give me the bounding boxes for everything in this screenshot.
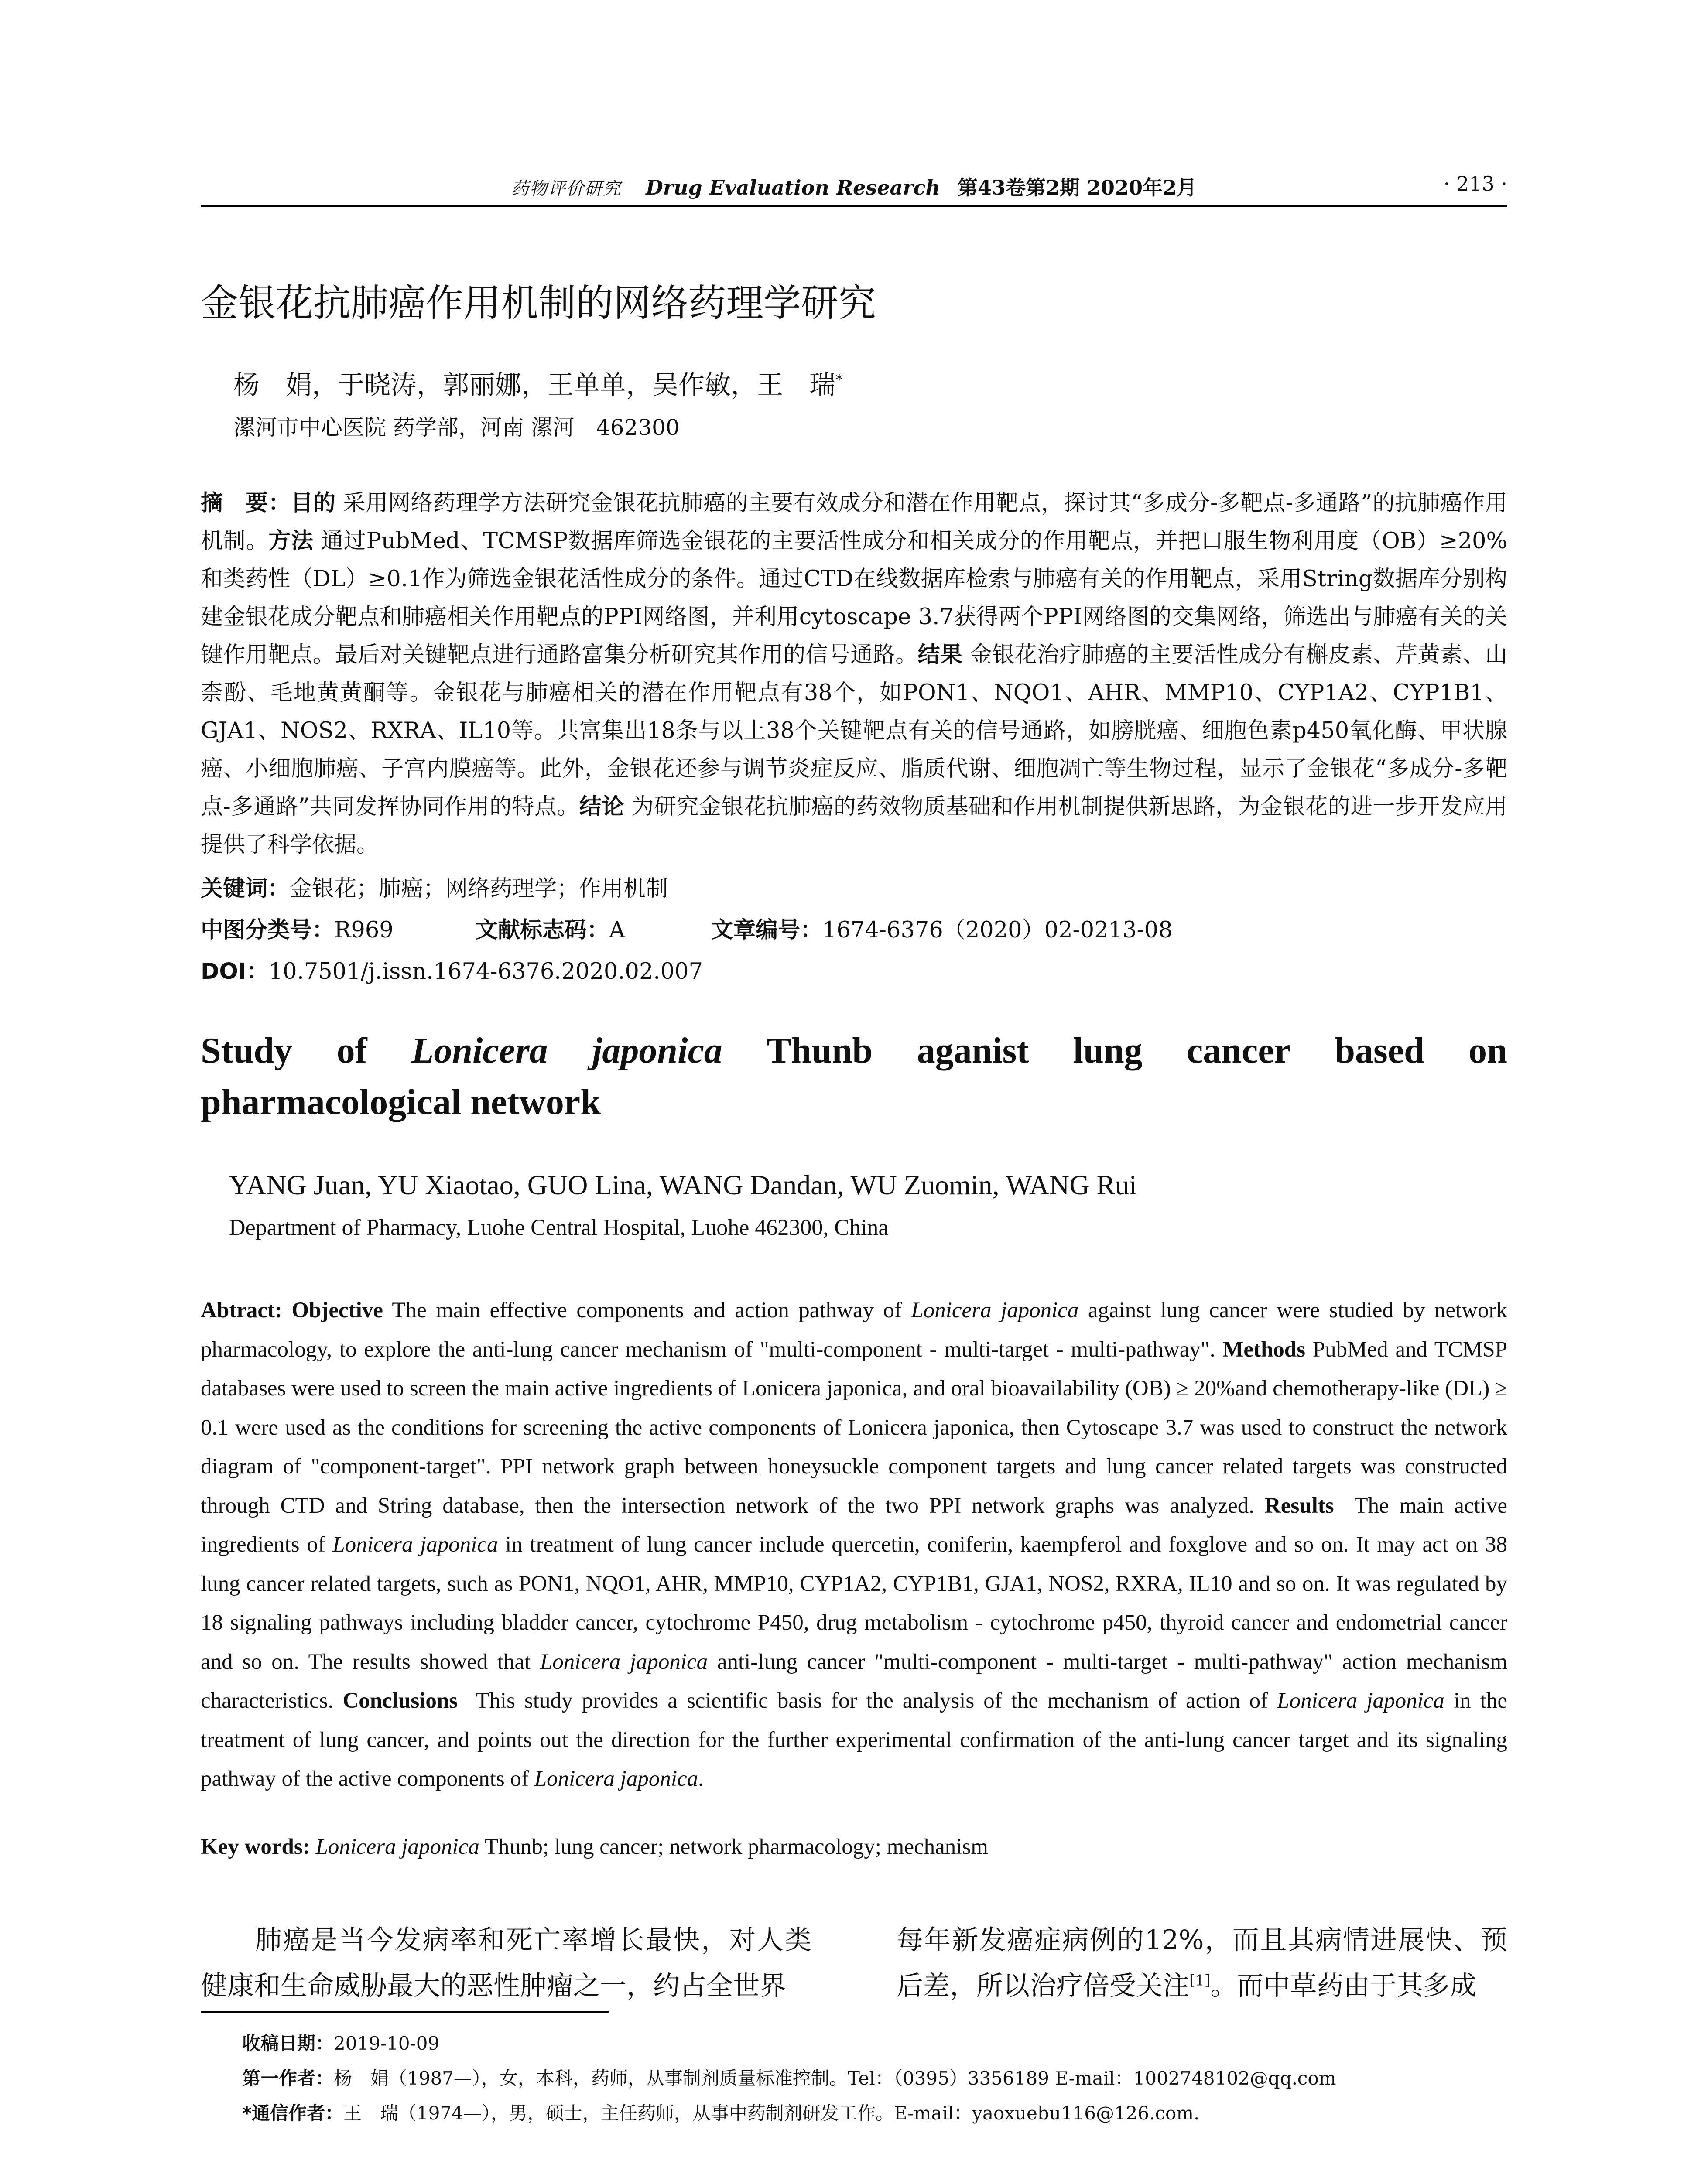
conclusions-label-en: Conclusions (342, 1689, 458, 1713)
body-text-right-a: 每年新发癌症病例的12%，而且其病情进展快、预后差，所以治疗倍受关注 (897, 1925, 1507, 2001)
species-name: Lonicera japonica (534, 1767, 698, 1791)
conclusion-text-cn: 为研究金银花抗肺癌的药效物质基础和作用机制提供新思路，为金银花的进一步开发应用提供了科学依据。 (201, 794, 1507, 858)
article-no-value: 1674-6376（2020）02-0213-08 (822, 917, 1173, 943)
keywords-rest: Thunb; lung cancer; network pharmacology; mechanism (484, 1835, 988, 1859)
keywords-en (201, 1834, 1507, 1860)
keywords-cn (201, 870, 668, 902)
clc-item (201, 912, 476, 944)
page-number: · 213 · (1443, 172, 1507, 195)
journal-logo: 药物评价研究 (511, 179, 621, 199)
species-name: Lonicera japonica (911, 1298, 1079, 1323)
title-en-line1 (201, 1025, 1507, 1077)
body-column-right (897, 1917, 1507, 2009)
classification-line (201, 912, 1507, 944)
conclusions-end: . (698, 1767, 704, 1791)
footnotes (242, 2026, 1507, 2131)
objective-text-cn: 采用网络药理学方法研究金银花抗肺癌的主要有效成分和潜在作用靶点，探讨其“多成分-多靶点-多通路”的抗肺癌作用机制。 (201, 490, 1507, 554)
title-word: cancer (1187, 1030, 1290, 1071)
keywords-species: Lonicera japonica (315, 1835, 479, 1859)
title-word: of (336, 1030, 367, 1071)
keywords-value-cn: 金银花；肺癌；网络药理学；作用机制 (290, 876, 668, 902)
first-author-label: 第一作者： (242, 2068, 334, 2089)
article-title-en (201, 1025, 1507, 1128)
conclusions-text-b: in the treatment of lung cancer, and points out the direction for the further experimental confirmation of the anti-lung cancer target and its signaling pathway of the active components of (201, 1689, 1508, 1791)
methods-text-en: PubMed and TCMSP databases were used to screen the main active ingredients of Lonicera japonica, and oral bioavailability (OB) ≥ 20%and chemotherapy-like (DL) ≥ 0.1 were used as the conditions for screening the active components of Lonicera japonica, then Cytoscape 3.7 was used to construct the network diagram of "component-target". PPI network graph between honeysuckle component targets and lung cancer related targets was constructed through CTD and String database, then the intersection network of the two PPI network graphs was analyzed. (201, 1337, 1507, 1518)
article-title-cn: 金银花抗肺癌作用机制的网络药理学研究 (201, 281, 876, 325)
conclusions-text-a: This study provides a scientific basis for the analysis of the mechanism of action of (476, 1689, 1268, 1713)
abstract-en (201, 1291, 1507, 1799)
results-text-a: The main active ingredients of (201, 1493, 1507, 1557)
footnote-first-author (242, 2061, 1507, 2096)
body-text-left: 肺癌是当今发病率和死亡率增长最快，对人类健康和生命威胁最大的恶性肿瘤之一，约占全世界 (201, 1925, 811, 2001)
article-no-label: 文章编号： (711, 917, 823, 943)
header-journal-info (201, 172, 1507, 201)
results-text-b: in treatment of lung cancer include quercetin, coniferin, kaempferol and foxglove and so on. It may act on 38 lung cancer related targets, such as PON1, NQO1, AHR, MMP10, CYP1A2, CYP1B1, GJA1, NOS2, RXRA, IL10 and so on. It was regulated by 18 signaling pathways including bladder cancer, cytochrome P450, drug metabolism - cytochrome p450, thyroid cancer and endometrial cancer and so on. The results showed that (201, 1532, 1508, 1674)
footnote-divider (201, 2011, 609, 2013)
conclusion-label-cn: 结论 (579, 794, 624, 820)
journal-name-en: Drug Evaluation Research (645, 176, 940, 199)
title-word: on (1468, 1030, 1507, 1071)
results-label-en: Results (1264, 1493, 1334, 1518)
clc-label: 中图分类号： (201, 917, 335, 943)
corresponding-label: *通信作者： (242, 2102, 343, 2124)
title-word: based (1335, 1030, 1424, 1071)
species-name: Lonicera japonica (540, 1649, 708, 1674)
received-date: 2019-10-09 (334, 2033, 440, 2054)
abstract-label-en: Abtract: (201, 1298, 282, 1323)
affiliation-en: Department of Pharmacy, Luohe Central Hospital, Luohe 462300, China (229, 1215, 889, 1240)
doi-value[interactable]: 10.7501/j.issn.1674-6376.2020.02.007 (268, 959, 703, 985)
corresponding-mark: * (835, 371, 843, 389)
body-text-right-b: 。而中草药由于其多成 (1210, 1970, 1477, 2001)
title-word: japonica (592, 1030, 722, 1071)
species-name: Lonicera japonica (1277, 1689, 1444, 1713)
footnote-corresponding (242, 2096, 1507, 2131)
author-list-cn (233, 364, 843, 402)
issue-info: 第43卷第2期 2020年2月 (958, 176, 1197, 199)
results-text-cn: 金银花治疗肺癌的主要活性成分有槲皮素、芹黄素、山柰酚、毛地黄黄酮等。金银花与肺癌相关的潜在作用靶点有38个，如PON1、NQO1、AHR、MMP10、CYP1A2、CYP1B1、GJA1、NOS2、RXRA、IL10等。共富集出18条与以上38个关键靶点有关的信号通路，如膀胱癌、细胞色素p450氧化酶、甲状腺癌、小细胞肺癌、子宫内膜癌等。此外，金银花还参与调节炎症反应、脂质代谢、细胞凋亡等生物过程，显示了金银花“多成分-多靶点-多通路”共同发挥协同作用的特点。 (201, 642, 1507, 820)
title-word: aganist (917, 1030, 1029, 1071)
abstract-cn (201, 484, 1507, 864)
objective-label-cn: 目的 (291, 490, 336, 516)
title-en-line2: pharmacological network (201, 1082, 601, 1122)
objective-text-b: against lung cancer were studied by network pharmacology, to explore the anti-lung cancer mechanism of "multi-component - multi-target - multi-pathway". (201, 1298, 1508, 1362)
methods-text-cn: 通过PubMed、TCMSP数据库筛选金银花的主要活性成分和相关成分的作用靶点，并把口服生物利用度（OB）≥20%和类药性（DL）≥0.1作为筛选金银花活性成分的条件。通过CTD在线数据库检索与肺癌有关的作用靶点，采用String数据库分别构建金银花成分靶点和肺癌相关作用靶点的PPI网络图，并利用cytoscape 3.7获得两个PPI网络图的交集网络，筛选出与肺癌有关的关键作用靶点。最后对关键靶点进行通路富集分析研究其作用的信号通路。 (201, 528, 1507, 668)
footnote-received (242, 2026, 1507, 2061)
doc-code-value: A (609, 917, 625, 943)
doi-label: DOI： (201, 959, 269, 985)
article-no-item (711, 912, 1173, 944)
corresponding-info: 王 瑞（1974—），男，硕士，主任药师，从事中药制剂研发工作。E-mail：yaoxuebu116@126.com. (343, 2102, 1200, 2124)
doc-code-item (476, 912, 711, 944)
body-column-left (201, 1917, 811, 2009)
authors-cn-text: 杨 娟，于晓涛，郭丽娜，王单单，吴作敏，王 瑞 (233, 370, 835, 400)
keywords-label-cn: 关键词： (201, 876, 290, 902)
methods-label-cn: 方法 (268, 528, 314, 554)
reference-mark[interactable]: [1] (1189, 1972, 1211, 1990)
clc-value: R969 (334, 917, 394, 943)
objective-label-en: Objective (291, 1298, 383, 1323)
first-author-info: 杨 娟（1987—），女，本科，药师，从事制剂质量标准控制。Tel：（0395）3356189 E-mail：1002748102@qq.com (334, 2068, 1336, 2089)
title-word: Lonicera (411, 1030, 548, 1071)
title-word: Study (201, 1030, 293, 1071)
results-label-cn: 结果 (917, 642, 963, 668)
doc-code-label: 文献标志码： (476, 917, 609, 943)
running-header (201, 170, 1507, 207)
results-text-c: anti-lung cancer "multi-component - multi-target - multi-pathway" action mechanism characteristics. (201, 1649, 1507, 1713)
objective-text-a: The main effective components and action pathway of (392, 1298, 902, 1323)
title-word: Thunb (767, 1030, 873, 1071)
author-list-en: YANG Juan, YU Xiaotao, GUO Lina, WANG Dandan, WU Zuomin, WANG Rui (229, 1169, 1137, 1200)
received-label: 收稿日期： (242, 2033, 334, 2054)
methods-label-en: Methods (1222, 1337, 1306, 1362)
affiliation-cn: 漯河市中心医院 药学部，河南 漯河 462300 (233, 415, 680, 440)
abstract-label-cn: 摘 要： (201, 490, 291, 516)
keywords-label-en: Key words: (201, 1835, 310, 1859)
species-name: Lonicera japonica (332, 1532, 498, 1557)
doi-line (201, 953, 703, 985)
title-word: lung (1073, 1030, 1143, 1071)
